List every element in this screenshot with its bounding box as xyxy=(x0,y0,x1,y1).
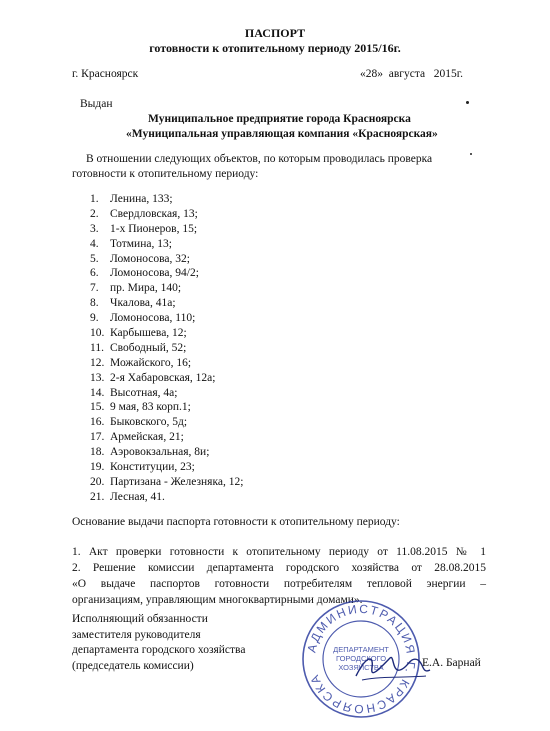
item-address: Конституции, 23; xyxy=(110,461,195,474)
list-item xyxy=(90,281,243,296)
item-number: 20. xyxy=(90,475,105,488)
issue-date: «28» августа 2015г. xyxy=(360,68,464,80)
item-address: пр. Мира, 140; xyxy=(110,282,182,295)
item-address: 1-х Пионеров, 15; xyxy=(110,222,198,235)
item-number: 13. xyxy=(90,371,105,384)
list-item xyxy=(90,445,243,460)
item-number: 1. xyxy=(90,193,99,205)
scan-speck xyxy=(470,153,472,155)
basis-heading: Основание выдачи паспорта готовности к отопительному периоду: xyxy=(72,516,400,528)
item-number: 14. xyxy=(90,386,105,399)
signature-block xyxy=(72,612,245,674)
item-address: 2-я Хабаровская, 12а; xyxy=(110,371,216,384)
item-number: 3. xyxy=(90,222,99,235)
list-item xyxy=(90,490,243,505)
item-number: 19. xyxy=(90,461,105,474)
item-address: Можайского, 16; xyxy=(110,356,192,369)
intro-line2: готовности к отопительному периоду: xyxy=(72,168,259,180)
item-address: Партизана - Железняка, 12; xyxy=(110,475,244,488)
scan-speck xyxy=(466,101,469,104)
item-number: 18. xyxy=(90,446,105,459)
org-name-line1: Муниципальное предприятие города Красноярска xyxy=(148,113,411,125)
city-label: г. Красноярск xyxy=(72,68,139,80)
signer-position-line1: Исполняющий обязанности xyxy=(72,613,208,625)
item-address: Ломоносова, 32; xyxy=(110,252,190,265)
item-number: 8. xyxy=(90,297,99,310)
org-name-line2: «Муниципальная управляющая компания «Красноярская» xyxy=(126,128,438,140)
list-item xyxy=(90,341,243,356)
item-number: 16. xyxy=(90,416,105,429)
item-address: 9 мая, 83 корп.1; xyxy=(110,401,191,414)
stamp-ring-text: АДМИНИСТРАЦИЯ Г. КРАСНОЯРСКА xyxy=(304,601,419,717)
signer-position-line4: (председатель комиссии) xyxy=(72,659,194,672)
list-item xyxy=(90,356,243,371)
item-address: Свердловская, 13; xyxy=(110,207,198,220)
item-address: Высотная, 4а; xyxy=(110,386,178,399)
list-item xyxy=(90,266,243,281)
list-item xyxy=(90,326,243,341)
list-item xyxy=(90,415,243,430)
list-item xyxy=(90,296,243,311)
item-address: Ломоносова, 110; xyxy=(110,312,196,325)
list-item xyxy=(90,237,243,252)
item-number: 6. xyxy=(90,267,99,280)
list-item xyxy=(90,386,243,401)
item-number: 7. xyxy=(90,282,99,295)
issued-label: Выдан xyxy=(80,98,113,110)
handwritten-signature xyxy=(352,646,432,686)
item-address: Свободный, 52; xyxy=(110,341,187,354)
item-number: 15. xyxy=(90,401,105,414)
item-number: 10. xyxy=(90,327,105,340)
signer-position-line2: заместителя руководителя xyxy=(72,628,201,641)
signer-name: Е.А. Барнай xyxy=(422,657,481,669)
item-address: Аэровокзальная, 8и; xyxy=(110,446,210,459)
objects-list xyxy=(90,192,243,505)
list-item xyxy=(90,252,243,267)
item-address: Ломоносова, 94/2; xyxy=(110,267,199,280)
basis-item-2: 2. Решение комиссии департамента городского хозяйства от 28.08.2015 xyxy=(72,562,486,574)
intro-line1: В отношении следующих объектов, по которым проводилась проверка xyxy=(86,153,433,165)
item-address: Ленина, 133; xyxy=(110,193,173,205)
item-number: 5. xyxy=(90,252,99,265)
stamp-center-line1: ДЕПАРТАМЕНТ xyxy=(333,645,389,654)
basis-item-2-end: организациям, управляющим многоквартирными домами». xyxy=(72,594,363,606)
list-item xyxy=(90,430,243,445)
list-item xyxy=(90,311,243,326)
item-address: Карбышева, 12; xyxy=(110,327,187,340)
item-address: Чкалова, 41а; xyxy=(110,297,176,310)
document-title: ПАСПОРТ xyxy=(244,26,306,40)
basis-item-2-cont: «О выдаче паспортов готовности потребителям тепловой энергии – xyxy=(72,578,486,590)
item-number: 2. xyxy=(90,207,99,220)
item-number: 4. xyxy=(90,237,99,250)
list-item xyxy=(90,222,243,237)
basis-item-1: 1. Акт проверки готовности к отопительному периоду от 11.08.2015 № 1 xyxy=(72,546,486,558)
basis-block xyxy=(72,544,486,608)
item-address: Лесная, 41. xyxy=(110,490,165,503)
item-number: 9. xyxy=(90,312,99,325)
item-address: Армейская, 21; xyxy=(110,431,184,444)
list-item xyxy=(90,475,243,490)
signer-position-line3: департамента городского хозяйства xyxy=(72,644,246,656)
stamp-center-line2: ГОРОДСКОГО xyxy=(335,654,387,663)
list-item xyxy=(90,460,243,475)
list-item xyxy=(90,192,243,207)
item-address: Тотмина, 13; xyxy=(110,237,172,250)
item-number: 11. xyxy=(90,341,104,354)
list-item xyxy=(90,207,243,222)
item-number: 21. xyxy=(90,490,105,503)
document-subtitle: готовности к отопительному периоду 2015/16г. xyxy=(149,41,401,55)
item-address: Быковского, 5д; xyxy=(110,416,188,429)
list-item xyxy=(90,371,243,386)
list-item xyxy=(90,400,243,415)
item-number: 17. xyxy=(90,431,105,444)
stamp-center-line3: ХОЗЯЙСТВА xyxy=(338,663,384,672)
item-number: 12. xyxy=(90,356,105,369)
